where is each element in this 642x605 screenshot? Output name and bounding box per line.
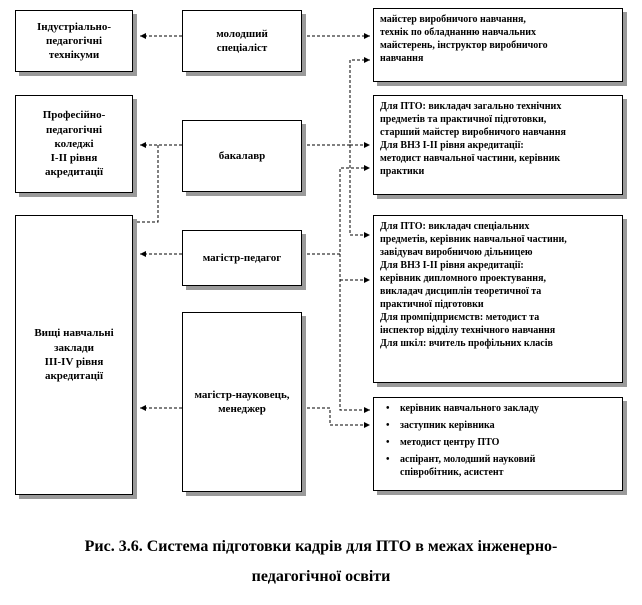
box-bachelor (182, 120, 302, 192)
position-line: майстер виробничого навчання, (380, 14, 526, 25)
position-line: Для шкіл: вчитель профільних класів (380, 338, 553, 349)
position-line: практичної підготовки (380, 299, 484, 310)
box-master-scientist-positions (373, 397, 623, 491)
position-line: Для ПТО: викладач загально технічних (380, 101, 562, 112)
box-bachelor-positions (373, 95, 623, 195)
figure-caption-line-1: Рис. 3.6. Система підготовки кадрів для ПТО в межах інженерно- (84, 538, 558, 555)
position-line: предметів, керівник навчальної частини, (380, 234, 567, 245)
position-line: керівник дипломного проектування, (380, 273, 546, 284)
position-line: старший майстер виробничого навчання (380, 127, 566, 138)
arrow-master-pedagogue-to-positions (340, 254, 370, 410)
position-bullet: • аспірант, молодший науковий співробітник, асистент (400, 453, 616, 479)
box-master-scientist-manager (182, 312, 302, 492)
position-bullet: • керівник навчального закладу (400, 402, 616, 415)
box-label: магістр-науковець, менеджер (194, 388, 290, 415)
position-bullet: • методист центру ПТО (400, 436, 616, 449)
arrow-master-scientist-to-positions (302, 408, 370, 425)
figure-caption-line-2: педагогічної освіти (251, 568, 391, 585)
box-label: Індустріально- педагогічні технікуми (36, 20, 112, 62)
position-line: технік по обладнанню навчальних (380, 27, 536, 38)
box-higher-education-institutions (15, 215, 133, 495)
box-industrial-pedagogical-technical-schools (15, 10, 133, 72)
position-bullet-list (380, 402, 616, 479)
box-label: магістр-педагог (202, 251, 282, 264)
box-professional-pedagogical-colleges (15, 95, 133, 193)
position-line: Для ПТО: викладач спеціальних (380, 221, 530, 232)
box-label: бакалавр (218, 149, 266, 162)
position-line: інспектор відділу технічного навчання (380, 325, 556, 336)
box-label: Вищі навчальні заклади III-IV рівня акредитації (34, 327, 114, 383)
arrow-bachelor-to-master-positions (350, 145, 370, 235)
position-line: майстерень, інструктор виробничого (380, 40, 548, 51)
position-line: предметів та практичної підготовки, (380, 114, 547, 125)
position-line: Для ВНЗ I-II рівня акредитації: (380, 140, 524, 151)
position-line: Для ВНЗ I-II рівня акредитації: (380, 260, 524, 271)
position-line: викладач дисциплін теоретичної та (380, 286, 542, 297)
trunk-master-pedagogue (302, 168, 370, 254)
position-line: методист навчальної частини, керівник (380, 153, 561, 164)
position-line: завідувач виробничою дільницею (380, 247, 533, 258)
position-bullet: • заступник керівника (400, 419, 616, 432)
position-line: практики (380, 166, 425, 177)
trunk-bachelor (302, 60, 370, 145)
box-master-pedagogue-positions (373, 215, 623, 383)
box-label: молодший спеціаліст (216, 27, 268, 54)
box-junior-specialist-positions (373, 8, 623, 82)
box-label: Професійно- педагогічні коледжі I-II рівня акредитації (42, 109, 106, 179)
link-colleges-to-universities (134, 145, 158, 222)
position-line: навчання (380, 53, 424, 64)
box-junior-specialist (182, 10, 302, 72)
position-line: Для промпідприємств: методист та (380, 312, 540, 323)
box-master-pedagogue (182, 230, 302, 286)
